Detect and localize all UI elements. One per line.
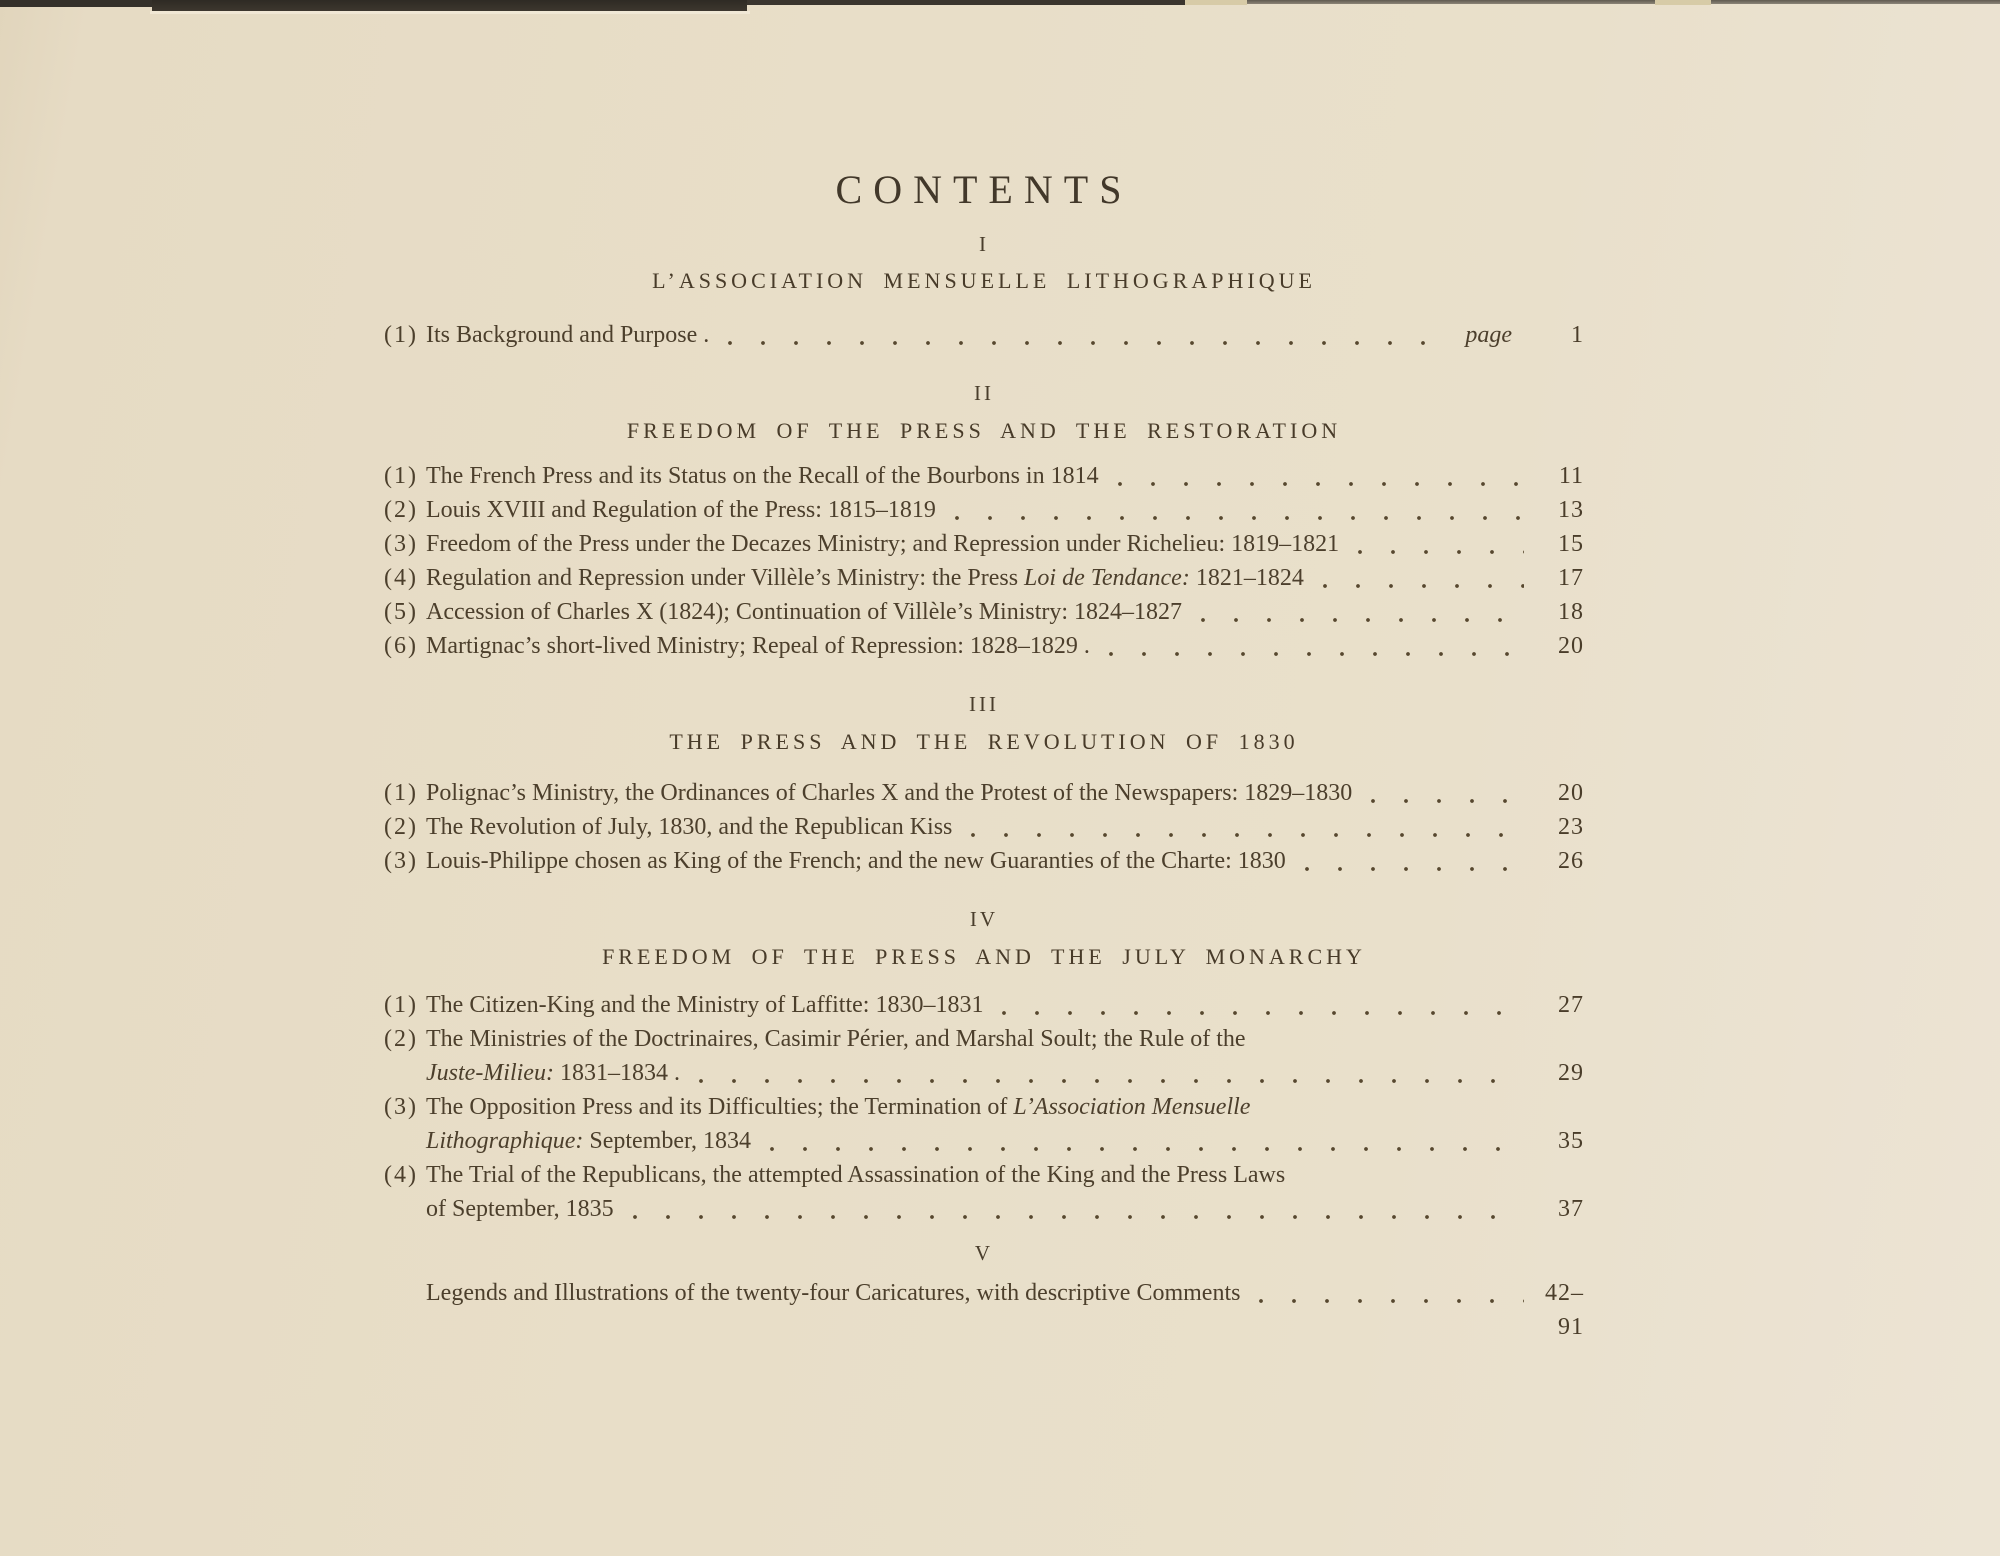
page-title: CONTENTS [835, 167, 1133, 212]
toc-entry [384, 527, 1584, 561]
dot-leader [1304, 844, 1524, 878]
entry-title-italic-part: Lithographique: [426, 1128, 584, 1154]
toc-entry [384, 776, 1584, 810]
toc-entry [384, 810, 1584, 844]
entry-line [426, 493, 1584, 527]
entry-body [426, 595, 1584, 629]
dot-leader [1370, 776, 1524, 810]
entry-line [426, 988, 1584, 1022]
section-heading: THE PRESS AND THE REVOLUTION OF 1830 [669, 729, 1299, 754]
entry-number: (3) [384, 848, 418, 874]
section-entries [384, 318, 1584, 352]
page-number: 20 [1558, 633, 1584, 659]
entry-title-italic-part: Juste-Milieu: [426, 1060, 554, 1086]
entry-title [426, 459, 1099, 493]
dot-leader [632, 1192, 1524, 1226]
section-heading: FREEDOM OF THE PRESS AND THE JULY MONARCHY [602, 944, 1366, 969]
section-numeral: V [974, 1241, 994, 1265]
page-number: 26 [1558, 848, 1584, 874]
entry-title [426, 1022, 1246, 1056]
entry-title [426, 1056, 680, 1090]
page-number: 13 [1558, 497, 1584, 523]
page-number: 18 [1558, 599, 1584, 625]
entry-body [426, 493, 1584, 527]
entry-title [426, 561, 1304, 595]
entry-line [426, 776, 1584, 810]
section-entries [384, 1276, 1584, 1344]
entry-title-part: The French Press and its Status on the Recall of the Bourbons in 1814 [426, 463, 1099, 489]
entry-line [426, 595, 1584, 629]
section-numeral: I [979, 232, 989, 256]
toc-entry [384, 561, 1584, 595]
dot-leader [1322, 561, 1524, 595]
entry-title [426, 318, 709, 352]
entry-title [426, 776, 1352, 810]
entry-number [384, 1276, 426, 1344]
entry-line [426, 1056, 1584, 1090]
entry-body [426, 988, 1584, 1022]
section-entries [384, 459, 1584, 663]
entry-line [426, 527, 1584, 561]
entry-body [426, 1022, 1584, 1090]
entry-number: (2) [384, 497, 418, 523]
entry-title [426, 844, 1286, 878]
entry-title-part: 1821–1824 [1189, 565, 1304, 591]
entry-number: (2) [384, 814, 418, 840]
entry-title-part: 1831–1834 . [553, 1060, 680, 1086]
entry-body [426, 527, 1584, 561]
section-numeral: III [969, 692, 999, 716]
entry-title-part: Polignac’s Ministry, the Ordinances of Charles X and the Protest of the Newspapers: 1829–1830 [426, 780, 1353, 806]
dot-leader [1200, 595, 1524, 629]
entry-line [426, 318, 1584, 352]
entry-number: (4) [384, 1162, 418, 1188]
entry-title [426, 527, 1339, 561]
entry-title-part: Accession of Charles X (1824); Continuation of Villèle’s Ministry: 1824–1827 [426, 599, 1183, 625]
entry-number: (1) [384, 322, 418, 348]
dot-leader [698, 1056, 1524, 1090]
toc-entry [384, 844, 1584, 878]
dot-leader [1108, 629, 1524, 663]
entry-line [426, 1090, 1584, 1124]
entry-line [426, 810, 1584, 844]
toc-entry [384, 1276, 1584, 1344]
page-number: 37 [1558, 1196, 1584, 1222]
entry-line [426, 1022, 1584, 1056]
entry-line [426, 459, 1584, 493]
entry-title-part: The Ministries of the Doctrinaires, Casimir Périer, and Marshal Soult; the Rule of the [426, 1026, 1246, 1052]
entry-title [426, 629, 1090, 663]
entry-title [426, 595, 1182, 629]
entry-title-part: The Trial of the Republicans, the attempted Assassination of the King and the Press Laws [426, 1162, 1286, 1188]
entry-body [426, 629, 1584, 663]
dot-leader [727, 318, 1453, 352]
entry-body [426, 1090, 1584, 1158]
entry-body [426, 1158, 1584, 1226]
entry-title-part: of September, 1835 [426, 1196, 614, 1222]
entry-title [426, 1124, 751, 1158]
entry-body [426, 1276, 1584, 1344]
toc-entry [384, 595, 1584, 629]
section-numeral: IV [969, 907, 999, 931]
entry-line [426, 1158, 1584, 1192]
entry-body [426, 810, 1584, 844]
dot-leader [970, 810, 1524, 844]
entry-title-part: Martignac’s short-lived Ministry; Repeal of Repression: 1828–1829 . [426, 633, 1090, 659]
entry-title [426, 1276, 1240, 1344]
entry-title-part: Regulation and Repression under Villèle’s Ministry: the Press [426, 565, 1025, 591]
entry-title-part: Legends and Illustrations of the twenty-four Caricatures, with descriptive Comments [426, 1280, 1241, 1306]
section-heading: FREEDOM OF THE PRESS AND THE RESTORATION [626, 418, 1342, 443]
toc-entry [384, 459, 1584, 493]
dot-leader [769, 1124, 1524, 1158]
entry-body [426, 776, 1584, 810]
section-heading: L’ASSOCIATION MENSUELLE LITHOGRAPHIQUE [652, 268, 1316, 293]
entry-title [426, 1090, 1250, 1124]
dot-leader [1357, 527, 1524, 561]
entry-line [426, 1192, 1584, 1226]
entry-number: (1) [384, 780, 418, 806]
dot-leader [1001, 988, 1524, 1022]
page-number: 42–91 [1545, 1280, 1584, 1340]
toc-entry [384, 1090, 1584, 1158]
entry-number: (3) [384, 1094, 418, 1120]
entry-number: (3) [384, 531, 418, 557]
entry-body [426, 318, 1584, 352]
entry-title [426, 1192, 614, 1226]
entry-line [426, 844, 1584, 878]
entry-title-part: Its Background and Purpose . [426, 322, 710, 348]
entry-body [426, 561, 1584, 595]
page-number: 17 [1558, 565, 1584, 591]
page-number: 20 [1558, 780, 1584, 806]
entry-line [426, 1276, 1584, 1344]
dot-leader [954, 493, 1524, 527]
entry-body [426, 844, 1584, 878]
page-number: 35 [1558, 1128, 1584, 1154]
toc-entry [384, 988, 1584, 1022]
toc-entry [384, 318, 1584, 352]
entry-title-part: The Citizen-King and the Ministry of Laffitte: 1830–1831 [426, 992, 984, 1018]
dot-leader [1258, 1276, 1524, 1310]
entry-title-part: Louis XVIII and Regulation of the Press: 1815–1819 [426, 497, 936, 523]
page-number: 27 [1558, 992, 1584, 1018]
page-number: 29 [1558, 1060, 1584, 1086]
entry-title-part: Louis-Philippe chosen as King of the French; and the new Guaranties of the Charte: 1830 [426, 848, 1286, 874]
entry-title-italic-part: L’Association Mensuelle [1013, 1094, 1251, 1120]
entry-line [426, 1124, 1584, 1158]
entry-title-part: The Opposition Press and its Difficulties; the Termination of [426, 1094, 1014, 1120]
section-entries [384, 776, 1584, 878]
entry-title [426, 493, 936, 527]
entry-number: (5) [384, 599, 418, 625]
entry-number: (2) [384, 1026, 418, 1052]
entry-number: (1) [384, 992, 418, 1018]
page-number: 1 [1571, 322, 1584, 348]
page-word-label: page [1465, 322, 1512, 348]
entry-number: (6) [384, 633, 418, 659]
entry-title-part: Freedom of the Press under the Decazes Ministry; and Repression under Richelieu: 1819–1821 [426, 531, 1340, 557]
dot-leader [1117, 459, 1524, 493]
entry-title-part: September, 1834 [583, 1128, 752, 1154]
toc-entry [384, 1158, 1584, 1226]
section-entries [384, 988, 1584, 1226]
entry-number: (1) [384, 463, 418, 489]
table-of-contents [384, 0, 1584, 1556]
toc-entry [384, 1022, 1584, 1090]
page-number: 23 [1558, 814, 1584, 840]
entry-title [426, 988, 983, 1022]
entry-title-italic-part: Loi de Tendance: [1024, 565, 1190, 591]
entry-title [426, 810, 952, 844]
page-number: 11 [1558, 463, 1584, 489]
entry-line [426, 561, 1584, 595]
section-numeral: II [974, 381, 994, 405]
scan-top-edge-gap [1655, 0, 1711, 5]
page-number: 15 [1558, 531, 1584, 557]
entry-number: (4) [384, 565, 418, 591]
toc-entry [384, 493, 1584, 527]
entry-body [426, 459, 1584, 493]
entry-title [426, 1158, 1285, 1192]
entry-line [426, 629, 1584, 663]
toc-entry [384, 629, 1584, 663]
entry-title-part: The Revolution of July, 1830, and the Republican Kiss [426, 814, 953, 840]
